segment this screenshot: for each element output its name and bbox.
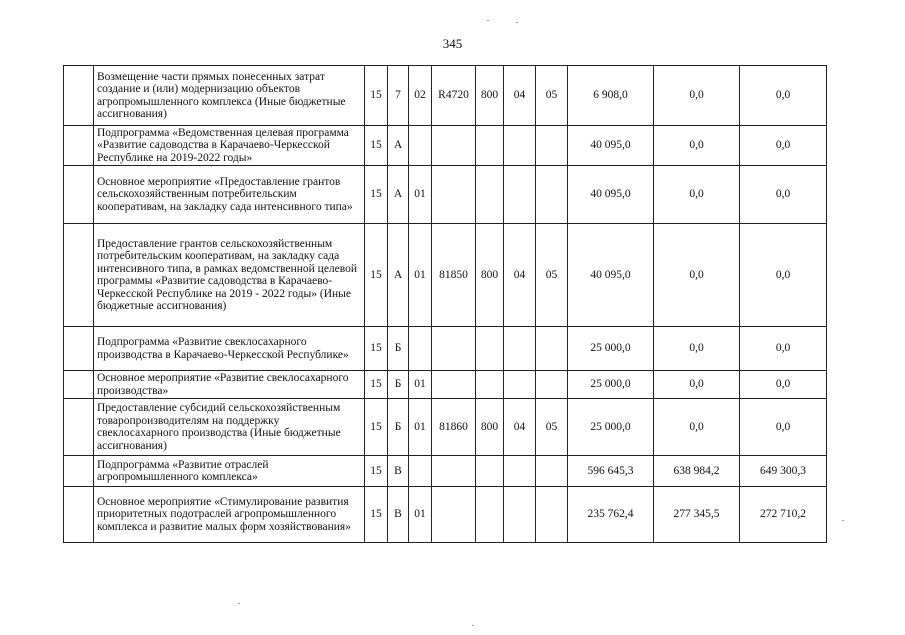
amount-year3-cell: 272 710,2 xyxy=(740,487,827,543)
subsection-code-cell: 05 xyxy=(536,224,568,327)
amount-year2-cell: 0,0 xyxy=(654,66,740,126)
blank-number-cell xyxy=(64,487,94,543)
ministry-code-cell: 15 xyxy=(365,456,388,487)
program-code-cell: 7 xyxy=(388,66,409,126)
amount-year3-cell: 0,0 xyxy=(740,126,827,166)
row-name-cell: Основное мероприятие «Стимулирование развития приоритетных подотраслей агропромышленного комплекса и развитие малых форм хозяйствования» xyxy=(94,487,365,543)
ministry-code-cell: 15 xyxy=(365,399,388,456)
budget-table-body xyxy=(64,66,827,543)
section-code-cell xyxy=(504,456,536,487)
section-code-cell: 04 xyxy=(504,224,536,327)
amount-year2-cell: 0,0 xyxy=(654,224,740,327)
amount-year2-cell: 277 345,5 xyxy=(654,487,740,543)
table-row xyxy=(64,126,827,166)
expense-type-cell: 800 xyxy=(476,66,504,126)
program-code-cell: В xyxy=(388,456,409,487)
blank-number-cell xyxy=(64,371,94,399)
section-code-cell: 04 xyxy=(504,399,536,456)
direction-code-cell xyxy=(432,456,476,487)
table-row xyxy=(64,224,827,327)
page-number: 345 xyxy=(442,36,463,51)
amount-year2-cell: 0,0 xyxy=(654,166,740,224)
row-name-cell: Подпрограмма «Развитие свеклосахарного производства в Карачаево-Черкесской Республике» xyxy=(94,327,365,371)
scan-speck xyxy=(487,20,489,21)
program-code-cell: А xyxy=(388,224,409,327)
section-code-cell xyxy=(504,166,536,224)
program-code-cell: Б xyxy=(388,399,409,456)
expense-type-cell xyxy=(476,126,504,166)
expense-type-cell: 800 xyxy=(476,224,504,327)
expense-type-cell xyxy=(476,487,504,543)
amount-year3-cell: 649 300,3 xyxy=(740,456,827,487)
direction-code-cell: R4720 xyxy=(432,66,476,126)
row-name-cell: Основное мероприятие «Развитие свеклосахарного производства» xyxy=(94,371,365,399)
section-code-cell xyxy=(504,371,536,399)
table-row xyxy=(64,456,827,487)
expense-type-cell xyxy=(476,327,504,371)
amount-year1-cell: 25 000,0 xyxy=(568,371,654,399)
subsection-code-cell: 05 xyxy=(536,66,568,126)
subprogram-code-cell xyxy=(409,456,432,487)
amount-year3-cell: 0,0 xyxy=(740,399,827,456)
ministry-code-cell: 15 xyxy=(365,126,388,166)
section-code-cell xyxy=(504,126,536,166)
row-name-cell: Предоставление субсидий сельскохозяйственным товаропроизводителям на поддержку свеклосахарного производства (Иные бюджетные ассигнования) xyxy=(94,399,365,456)
blank-number-cell xyxy=(64,126,94,166)
blank-number-cell xyxy=(64,399,94,456)
direction-code-cell xyxy=(432,126,476,166)
subprogram-code-cell: 01 xyxy=(409,487,432,543)
subprogram-code-cell: 02 xyxy=(409,66,432,126)
blank-number-cell xyxy=(64,456,94,487)
program-code-cell: А xyxy=(388,126,409,166)
expense-type-cell xyxy=(476,371,504,399)
program-code-cell: Б xyxy=(388,327,409,371)
table-row xyxy=(64,166,827,224)
direction-code-cell xyxy=(432,487,476,543)
table-row xyxy=(64,327,827,371)
table-row xyxy=(64,371,827,399)
amount-year1-cell: 40 095,0 xyxy=(568,126,654,166)
amount-year3-cell: 0,0 xyxy=(740,66,827,126)
scan-speck xyxy=(516,22,518,23)
amount-year1-cell: 25 000,0 xyxy=(568,327,654,371)
ministry-code-cell: 15 xyxy=(365,66,388,126)
section-code-cell xyxy=(504,487,536,543)
amount-year2-cell: 0,0 xyxy=(654,126,740,166)
ministry-code-cell: 15 xyxy=(365,487,388,543)
amount-year3-cell: 0,0 xyxy=(740,327,827,371)
amount-year3-cell: 0,0 xyxy=(740,224,827,327)
expense-type-cell xyxy=(476,166,504,224)
section-code-cell xyxy=(504,327,536,371)
table-row xyxy=(64,487,827,543)
subprogram-code-cell: 01 xyxy=(409,224,432,327)
ministry-code-cell: 15 xyxy=(365,327,388,371)
amount-year2-cell: 638 984,2 xyxy=(654,456,740,487)
subsection-code-cell xyxy=(536,371,568,399)
direction-code-cell: 81860 xyxy=(432,399,476,456)
direction-code-cell: 81850 xyxy=(432,224,476,327)
expense-type-cell xyxy=(476,456,504,487)
amount-year2-cell: 0,0 xyxy=(654,399,740,456)
table-row xyxy=(64,66,827,126)
subprogram-code-cell: 01 xyxy=(409,371,432,399)
amount-year1-cell: 235 762,4 xyxy=(568,487,654,543)
scan-speck xyxy=(472,625,474,626)
amount-year1-cell: 40 095,0 xyxy=(568,166,654,224)
row-name-cell: Подпрограмма «Ведомственная целевая программа «Развитие садоводства в Карачаево-Черкесской Республике на 2019-2022 годы» xyxy=(94,126,365,166)
subprogram-code-cell: 01 xyxy=(409,399,432,456)
expense-type-cell: 800 xyxy=(476,399,504,456)
row-name-cell: Предоставление грантов сельскохозяйственным потребительским кооперативам, на закладку сада интенсивного типа, в рамках ведомственной целевой программы «Развитие садоводства в Карачаево-Черкесской Республике на 2019 - 2022 годы» (Иные бюджетные ассигнования) xyxy=(94,224,365,327)
direction-code-cell xyxy=(432,327,476,371)
row-name-cell: Основное мероприятие «Предоставление грантов сельскохозяйственным потребительским кооперативам, на закладку сада интенсивного типа» xyxy=(94,166,365,224)
subsection-code-cell xyxy=(536,487,568,543)
subprogram-code-cell xyxy=(409,327,432,371)
subsection-code-cell xyxy=(536,166,568,224)
table-row xyxy=(64,399,827,456)
amount-year1-cell: 40 095,0 xyxy=(568,224,654,327)
blank-number-cell xyxy=(64,166,94,224)
amount-year1-cell: 6 908,0 xyxy=(568,66,654,126)
blank-number-cell xyxy=(64,66,94,126)
blank-number-cell xyxy=(64,327,94,371)
amount-year2-cell: 0,0 xyxy=(654,327,740,371)
amount-year1-cell: 25 000,0 xyxy=(568,399,654,456)
amount-year1-cell: 596 645,3 xyxy=(568,456,654,487)
section-code-cell: 04 xyxy=(504,66,536,126)
blank-number-cell xyxy=(64,224,94,327)
direction-code-cell xyxy=(432,166,476,224)
scan-speck xyxy=(238,603,240,604)
subsection-code-cell xyxy=(536,126,568,166)
amount-year3-cell: 0,0 xyxy=(740,371,827,399)
program-code-cell: Б xyxy=(388,371,409,399)
program-code-cell: В xyxy=(388,487,409,543)
ministry-code-cell: 15 xyxy=(365,224,388,327)
subsection-code-cell xyxy=(536,456,568,487)
budget-table xyxy=(63,65,827,543)
amount-year2-cell: 0,0 xyxy=(654,371,740,399)
subprogram-code-cell xyxy=(409,126,432,166)
subsection-code-cell xyxy=(536,327,568,371)
row-name-cell: Подпрограмма «Развитие отраслей агропромышленного комплекса» xyxy=(94,456,365,487)
scan-speck xyxy=(842,520,844,521)
subprogram-code-cell: 01 xyxy=(409,166,432,224)
ministry-code-cell: 15 xyxy=(365,371,388,399)
subsection-code-cell: 05 xyxy=(536,399,568,456)
program-code-cell: А xyxy=(388,166,409,224)
ministry-code-cell: 15 xyxy=(365,166,388,224)
amount-year3-cell: 0,0 xyxy=(740,166,827,224)
row-name-cell: Возмещение части прямых понесенных затрат создание и (или) модернизацию объектов агропромышленного комплекса (Иные бюджетные ассигнования) xyxy=(94,66,365,126)
direction-code-cell xyxy=(432,371,476,399)
